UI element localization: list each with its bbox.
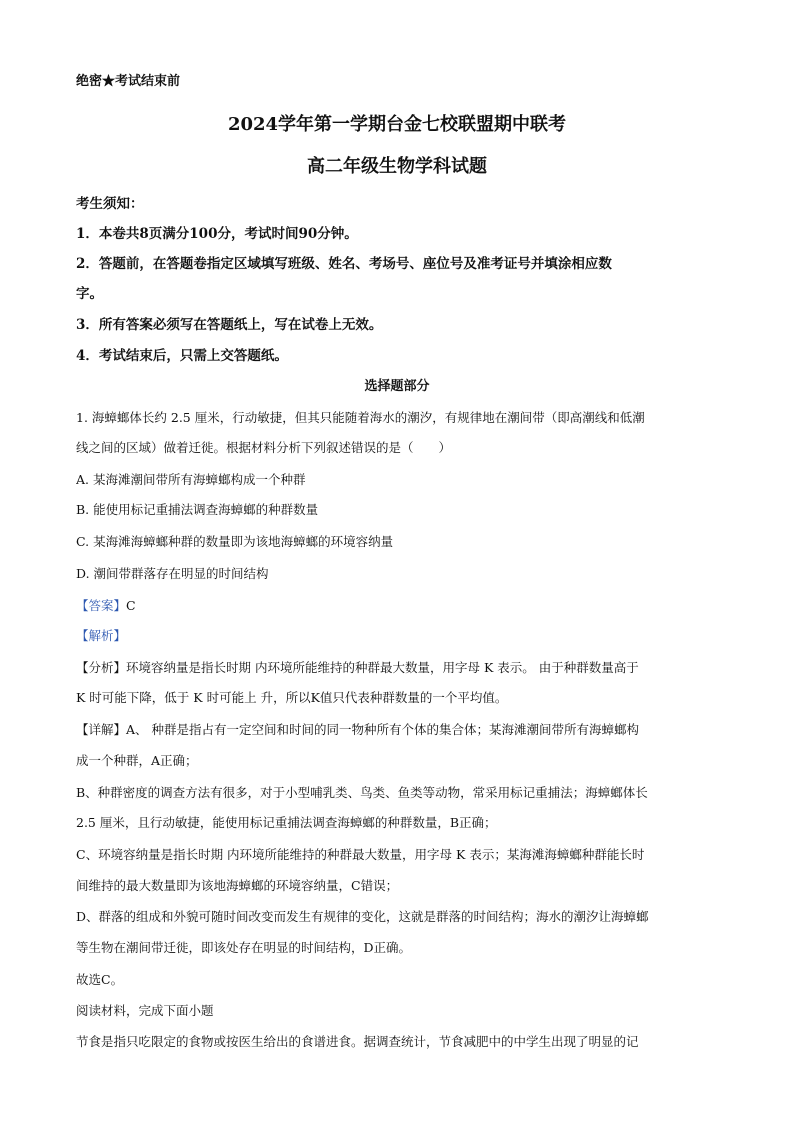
secret-label: 绝密★考试结束前 <box>76 74 181 89</box>
explanation-line: D、群落的组成和外貌可随时间改变而发生有规律的变化，这就是群落的时间结构；海水的潮汐让海蟑螂 <box>76 909 649 924</box>
section-title: 选择题部分 <box>364 379 430 394</box>
answer-value: C <box>126 598 136 613</box>
explanation-line: 等生物在潮间带迁徙，即该处存在明显的时间结构，D正确。 <box>76 940 412 955</box>
reading-text: 节食是指只吃限定的食物或按医生给出的食谱进食。据调查统计，节食减肥中的中学生出现了明显的记 <box>76 1034 639 1049</box>
notice-item: 4．考试结束后，只需上交答题纸。 <box>76 348 288 364</box>
explanation-line: C、环境容纳量是指长时期 内环境所能维持的种群最大数量，用字母 K 表示；某海滩海蟑螂种群能长时 <box>76 847 645 862</box>
option-b: B. 能使用标记重捕法调查海蟑螂的种群数量 <box>76 502 319 517</box>
explanation-line: 2.5 厘米，且行动敏捷，能使用标记重捕法调查海蟑螂的种群数量，B正确； <box>76 815 497 830</box>
option-c: C. 某海滩海蟑螂种群的数量即为该地海蟑螂的环境容纳量 <box>76 534 394 549</box>
answer-tag: 【答案】 <box>76 598 127 613</box>
question-stem: 线之间的区域）做着迁徙。根据材料分析下列叙述错误的是（ ） <box>76 440 452 455</box>
answer-line <box>76 596 716 614</box>
explanation-line: 【分析】环境容纳量是指长时期 内环境所能维持的种群最大数量，用字母 K 表示。 由于种群数量高于 <box>76 660 639 675</box>
explanation-line: 成一个种群，A正确； <box>76 753 198 768</box>
notice-item: 1．本卷共8页满分100分，考试时间90分钟。 <box>76 226 358 242</box>
option-d: D. 潮间带群落存在明显的时间结构 <box>76 566 269 581</box>
notice-heading: 考生须知： <box>76 196 144 212</box>
explanation-line: 【详解】A、 种群是指占有一定空间和时间的同一物种所有个体的集合体；某海滩潮间带所有海蟑螂构 <box>76 722 640 737</box>
explanation-line: 故选C。 <box>76 972 124 987</box>
exam-title: 2024学年第一学期台金七校联盟期中联考 <box>227 114 567 135</box>
question-stem: 1. 海蟑螂体长约 2.5 厘米，行动敏捷，但其只能随着海水的潮汐，有规律地在潮间带（即高潮线和低潮 <box>76 410 645 425</box>
explanation-line: 间维持的最大数量即为该地海蟑螂的环境容纳量，C错误； <box>76 878 399 893</box>
analysis-tag: 【解析】 <box>76 628 127 643</box>
notice-item: 字。 <box>76 286 103 302</box>
explanation-line: B、种群密度的调查方法有很多，对于小型哺乳类、鸟类、鱼类等动物，常采用标记重捕法；海蟑螂体长 <box>76 785 648 800</box>
explanation-line: K 时可能下降，低于 K 时可能上 升，所以K值只代表种群数量的一个平均值。 <box>76 690 508 705</box>
exam-subtitle: 高二年级生物学科试题 <box>307 156 487 177</box>
notice-item: 3．所有答案必须写在答题纸上，写在试卷上无效。 <box>76 317 383 333</box>
reading-intro: 阅读材料，完成下面小题 <box>76 1003 214 1018</box>
notice-item: 2．答题前，在答题卷指定区域填写班级、姓名、考场号、座位号及准考证号并填涂相应数 <box>76 256 612 272</box>
option-a: A. 某海滩潮间带所有海蟑螂构成一个种群 <box>76 472 306 487</box>
